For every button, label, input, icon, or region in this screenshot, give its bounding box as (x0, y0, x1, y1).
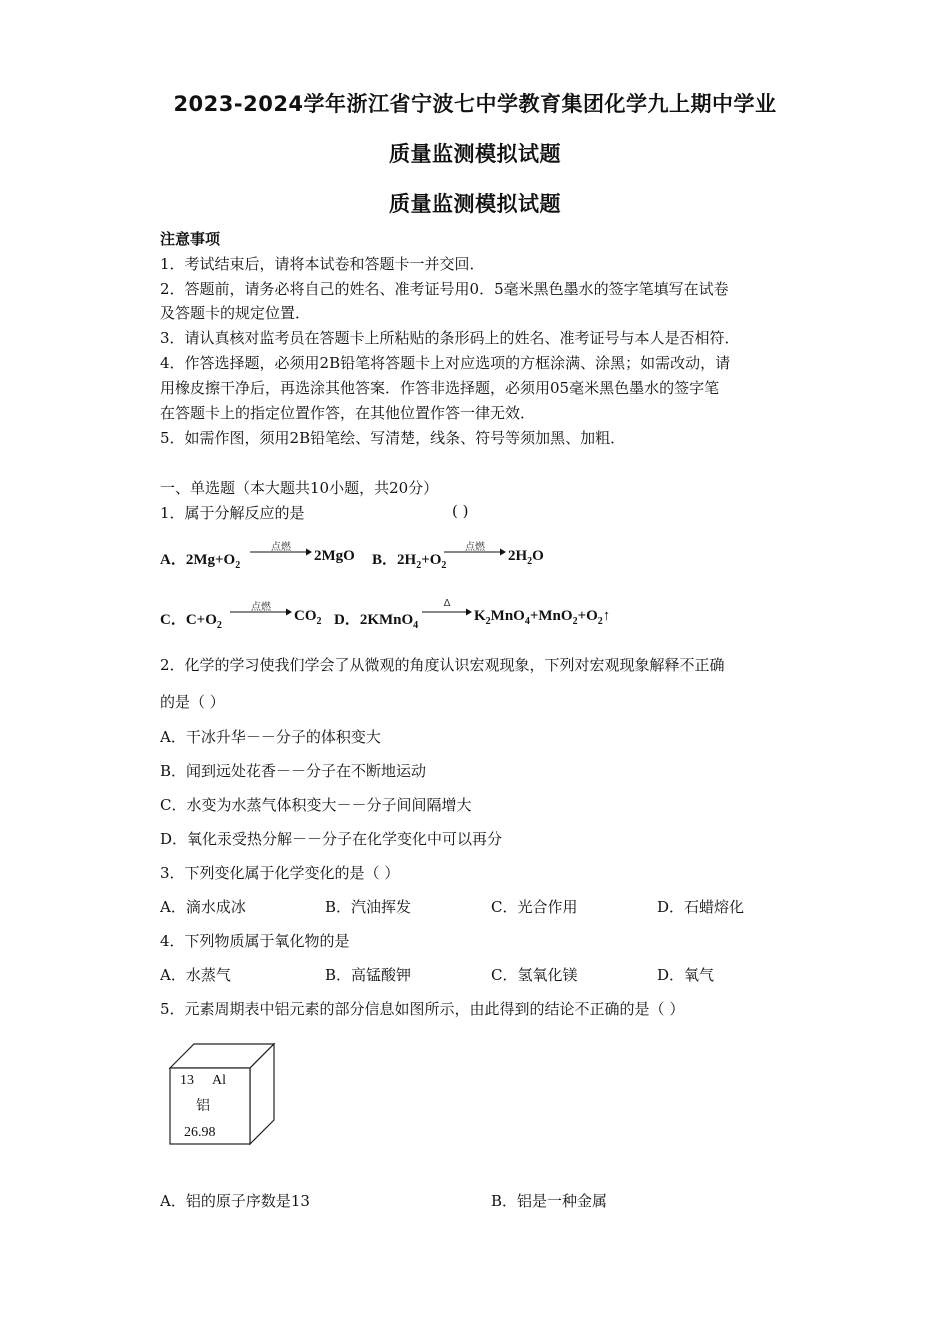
q3-option-b: B．汽油挥发 (325, 898, 412, 916)
element-atomic-mass: 26.98 (184, 1125, 216, 1140)
exam-title-line1: 2023-2024学年浙江省宁波七中学教育集团化学九上期中学业 (173, 92, 777, 116)
notice-item-4c: 在答题卡上的指定位置作答，在其他位置作答一律无效． (160, 404, 536, 422)
q4-option-b: B．高锰酸钾 (325, 966, 412, 984)
q3-option-c: C．光合作用 (491, 898, 578, 916)
q1-stem: 1．属于分解反应的是 (160, 504, 305, 522)
q5-option-a: A．铝的原子序数是13 (160, 1192, 310, 1210)
q1-option-c-product: $CO_2$ (294, 608, 322, 627)
reaction-arrow-icon (444, 548, 506, 556)
q1-option-c-condition: 点燃 (251, 602, 271, 613)
q1-option-b-condition: 点燃 (465, 542, 485, 553)
q3-option-d: D．石蜡熔化 (657, 898, 745, 916)
reaction-arrow-icon (422, 608, 472, 616)
q2-option-d: D．氧化汞受热分解－－分子在化学变化中可以再分 (160, 830, 503, 848)
q5-stem: 5．元素周期表中铝元素的部分信息如图所示，由此得到的结论不正确的是（ ） (160, 1000, 685, 1018)
element-name: 铝 (196, 1098, 210, 1114)
q5-option-b: B．铝是一种金属 (491, 1192, 608, 1210)
reaction-arrow-icon (230, 608, 292, 616)
q2-option-b: B．闻到远处花香－－分子在不断地运动 (160, 762, 427, 780)
q4-stem: 4．下列物质属于氧化物的是 (160, 932, 350, 950)
exam-title-line3: 质量监测模拟试题 (389, 192, 561, 216)
q1-option-b-product: $2H_2O$ (508, 548, 544, 567)
aluminum-element-card (168, 1042, 278, 1146)
notice-heading: 注意事项 (160, 230, 221, 248)
q1-option-a-product: 2MgO (314, 548, 355, 564)
q1-answer-bracket: ( ) (452, 502, 469, 520)
q3-option-a: A．滴水成冰 (160, 898, 246, 916)
reaction-arrow-icon (250, 548, 312, 556)
element-atomic-number: 13 (180, 1073, 194, 1088)
q4-option-c: C．氢氧化镁 (491, 966, 578, 984)
q2-option-c: C．水变为水蒸气体积变大－－分子间间隔增大 (160, 796, 472, 814)
q1-option-a-arrow (250, 540, 312, 556)
notice-item-4a: 4．作答选择题，必须用2B铅笔将答题卡上对应选项的方框涂满、涂黑；如需改动，请 (160, 354, 731, 372)
q1-option-b-reactants: B．$2H_2+O_2$ (372, 552, 447, 571)
q1-option-b-arrow (444, 540, 506, 556)
exam-title-line2: 质量监测模拟试题 (389, 142, 561, 166)
q2-option-a: A．干冰升华－－分子的体积变大 (160, 728, 381, 746)
notice-item-4b: 用橡皮擦干净后，再选涂其他答案．作答非选择题，必须用05毫米黑色墨水的签字笔 (160, 379, 720, 397)
q2-stem-b: 的是（ ） (160, 693, 225, 711)
q4-option-a: A．水蒸气 (160, 966, 231, 984)
q1-option-d-condition: Δ (443, 598, 451, 609)
notice-item-3: 3．请认真核对监考员在答题卡上所粘贴的条形码上的姓名、准考证号与本人是否相符． (160, 329, 740, 347)
q2-stem-a: 2．化学的学习使我们学会了从微观的角度认识宏观现象，下列对宏观现象解释不正确 (160, 656, 725, 674)
notice-item-2b: 及答题卡的规定位置． (160, 304, 311, 322)
q1-option-d-reactant: D．2KMnO$_4$ (334, 612, 419, 631)
element-symbol: Al (212, 1073, 226, 1088)
q1-option-d-products: $K_2MnO_4+MnO_2+O_2↑$ (474, 608, 611, 627)
section1-heading: 一、单选题（本大题共10小题，共20分） (160, 479, 439, 497)
q4-option-d: D．氧气 (657, 966, 715, 984)
q1-option-c-arrow (230, 600, 292, 616)
q3-stem: 3．下列变化属于化学变化的是（ ） (160, 864, 400, 882)
q1-option-a-reactants: A．$2Mg+O_2$ (160, 552, 241, 571)
q1-option-c-reactants: C．$C+O_2$ (160, 612, 222, 631)
q1-option-d-arrow (422, 600, 472, 616)
notice-item-5: 5．如需作图，须用2B铅笔绘、写清楚，线条、符号等须加黑、加粗． (160, 429, 626, 447)
notice-item-2a: 2．答题前，请务必将自己的姓名、准考证号用0．5毫米黑色墨水的签字笔填写在试卷 (160, 280, 729, 298)
notice-item-1: 1．考试结束后，请将本试卷和答题卡一并交回． (160, 255, 485, 273)
q1-option-a-condition: 点燃 (271, 542, 291, 553)
